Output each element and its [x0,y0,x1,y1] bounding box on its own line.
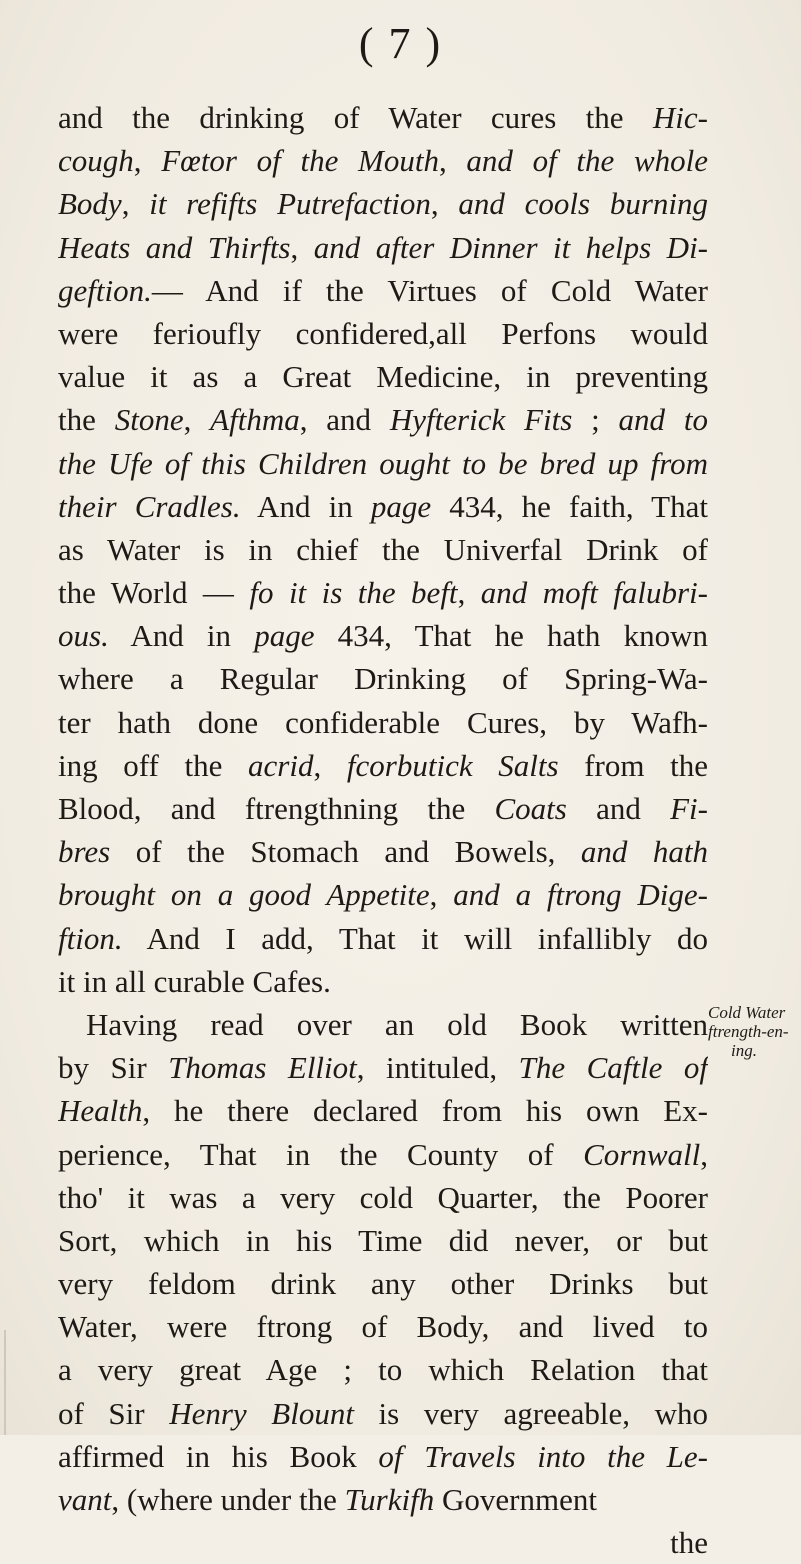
italic-run: The Caftle of [518,1050,708,1086]
italic-run: brought on a good Appetite [58,877,430,913]
gutter-shadow [4,1330,6,1435]
text-run: were ferioufly confidered,all Perfons would [58,315,708,351]
text-line [58,1176,708,1219]
text-run: very feldom drink any other Drinks but [58,1266,708,1302]
catchword: the [670,1525,708,1561]
italic-run: and of the whole [466,143,708,179]
text-run: , [700,1136,708,1172]
italic-run: page [254,618,315,654]
text-run: ; [572,402,619,438]
text-line [58,1046,708,1089]
text-run: , [430,186,459,222]
text-run: And in [108,618,255,654]
text-run: 434, he faith, That [431,488,708,524]
text-run: , [121,186,150,222]
text-line [58,1392,708,1435]
italic-run: vant [58,1482,112,1517]
text-run: of the Stomach and Bowels, [110,834,581,870]
italic-run: cough [58,143,134,179]
text-line [58,312,708,355]
text-run: , [290,229,314,265]
text-line [58,96,708,139]
text-line [58,398,708,441]
italic-run: Henry Blount [169,1395,354,1431]
text-line [58,1219,708,1262]
text-run: , [438,143,467,179]
italic-run: it refifts Putrefaction [149,186,431,222]
italic-run: Afthma [210,402,300,438]
text-run: is very agreeable, who [353,1395,708,1431]
text-line [58,1348,708,1391]
text-run: as Water is in chief the Univerfal Drink of [58,531,708,567]
italic-run: Cornwall [583,1136,701,1172]
italic-run: acrid [248,747,314,783]
text-line [58,1305,708,1348]
italic-run: Hyfterick Fits [389,402,573,438]
text-run: the World — [58,575,250,611]
text-run: Having read over an old Book written [86,1006,708,1042]
text-run: Water, were ftrong of Body, and lived to [58,1309,708,1345]
italic-run: the Ufe of this Children ought to be bred up from [58,445,708,481]
text-run: the [58,402,115,438]
italic-run: Turkifh [344,1482,435,1517]
italic-run: Body [58,186,122,222]
text-line [58,571,708,614]
italic-run: page [370,488,432,524]
text-run: value it as a Great Medicine, in preventing [58,359,708,395]
text-line [58,657,708,700]
italic-run: and moft falubri- [480,575,708,611]
italic-run: Health [58,1093,143,1129]
text-line [58,1262,708,1305]
text-run: Government [434,1482,597,1517]
text-run: 434, That he hath known [314,618,708,654]
text-line [58,355,708,398]
text-line [58,1003,708,1046]
text-line [58,701,708,744]
text-run: — And if the Virtues of Cold Water [151,272,708,308]
text-line [58,917,708,960]
marginal-note [708,1003,800,1060]
text-line [58,1133,708,1176]
text-line [58,226,708,269]
text-run: , [313,747,347,783]
text-run: tho' it was a very cold Quarter, the Poorer [58,1179,708,1215]
text-run: And I add, That it will infallibly do [122,920,708,956]
text-line [58,485,708,528]
text-run: of Sir [58,1395,170,1431]
text-run: it in all curable Cafes. [58,963,331,999]
text-line [58,1435,708,1478]
italic-run: Fœtor of the Mouth [161,143,439,179]
text-run: a very great Age ; to which Relation that [58,1352,708,1388]
text-line [58,744,708,787]
text-run: , [429,877,454,913]
italic-run: their Cradles. [58,488,241,524]
text-run: by Sir [58,1050,169,1086]
text-run: Blood, and ftrengthning the [58,791,495,826]
text-run: ter hath done confiderable Cures, by Wafh- [58,704,708,740]
text-run: perience, That in the County of [58,1136,584,1172]
text-run: , [183,402,211,438]
text-run: and the drinking of Water cures the [58,100,653,135]
text-line [58,528,708,571]
marginal-note-line: ftrength-en- [708,1022,789,1041]
text-line [58,830,708,873]
text-run: , and [299,402,390,438]
italic-run: and a ftrong Dige- [453,877,708,913]
marginal-note-line: ing. [731,1041,757,1060]
italic-run: Stone [114,402,184,438]
text-run: Sort, which in his Time did never, or but [58,1222,708,1258]
text-line [58,442,708,485]
italic-run: Heats and Thirfts [58,229,291,265]
text-run: ing off the [58,747,249,783]
italic-run: fcorbutick Salts [346,747,559,783]
body-text [58,96,708,1564]
italic-run: ous. [58,618,109,654]
italic-run: of Travels into the Le- [378,1438,708,1474]
italic-run: Fi- [670,791,708,826]
italic-run: ftion. [58,920,123,956]
text-line [58,182,708,225]
text-run: where a Regular Drinking of Spring-Wa- [58,661,708,697]
text-run: , [457,575,481,611]
italic-run: Coats [494,791,567,826]
italic-run: geftion. [58,272,152,308]
text-run: and [566,791,671,826]
text-run: And in [240,488,371,524]
text-line [58,787,708,830]
italic-run: Hic- [652,100,708,135]
text-line [58,269,708,312]
text-line [58,873,708,916]
italic-run: Thomas Elliot [168,1050,357,1086]
page-number: ( 7 ) [358,19,443,68]
italic-run: and after Dinner it helps Di- [313,229,708,265]
italic-run: bres [58,834,111,870]
italic-run: fo it is the beft [249,575,458,611]
text-run: , he there declared from his own Ex- [142,1093,708,1129]
italic-run: and to [618,402,708,438]
text-line [58,960,708,1003]
marginal-note-line: Cold Water [708,1003,786,1022]
text-line [58,1478,708,1521]
italic-run: and cools burning [458,186,708,222]
text-run: affirmed in his Book [58,1438,379,1474]
text-run: , intituled, [356,1050,519,1086]
italic-run: and hath [580,834,708,870]
text-run: from the [558,747,708,783]
text-run: , [133,143,162,179]
text-run: , (where under the [111,1482,345,1517]
text-line [58,614,708,657]
text-line [58,1089,708,1132]
text-line [58,139,708,182]
